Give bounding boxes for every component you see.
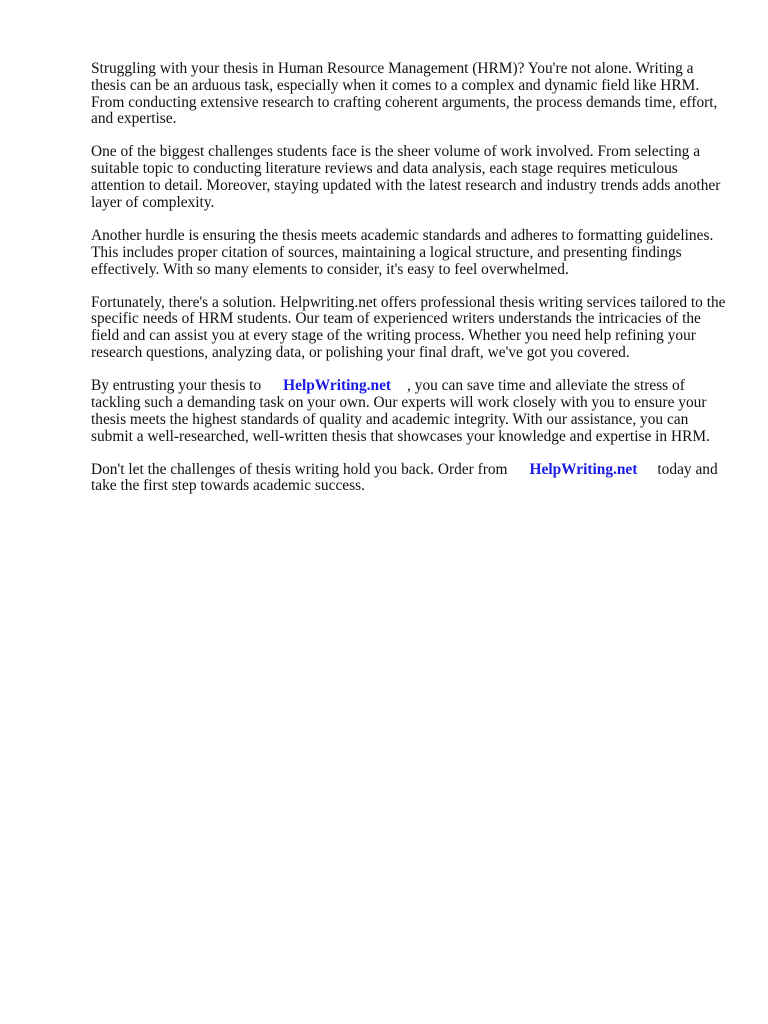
paragraph-cta-rest: today and take the first step towards academic success.	[91, 460, 718, 495]
paragraph-cta-lead: Don't let the challenges of thesis writing hold you back. Order from	[91, 460, 508, 478]
paragraph-solution: Fortunately, there's a solution. Helpwriting.net offers professional thesis writing services tailored to the specific needs of HRM students. Our team of experienced writers understands the intricacies of the field and can assist you at every stage of the writing process. Whether you need help refining your research questions, analyzing data, or polishing your final draft, we've got you covered.	[91, 293, 726, 362]
paragraph-call-to-action	[91, 462, 731, 496]
paragraph-challenges: One of the biggest challenges students face is the sheer volume of work involved. From selecting a suitable topic to conducting literature reviews and data analysis, each stage requires meticulous attention to detail. Moreover, staying updated with the latest research and industry trends adds another layer of complexity.	[91, 143, 721, 211]
paragraph-standards: Another hurdle is ensuring the thesis meets academic standards and adheres to formatting guidelines. This includes proper citation of sources, maintaining a logical structure, and presenting findings effectively. With so many elements to consider, it's easy to feel overwhelmed.	[91, 226, 714, 278]
helpwriting-order-link[interactable]: HelpWriting.net	[529, 460, 638, 478]
paragraph-entrusting-rest: , you can save time and alleviate the stress of tackling such a demanding task on your own. Our experts will work closely with you to ensure your thesis meets the highest standards of quality and academic integrity. With our assistance, you can submit a well-researched, well-written thesis that showcases your knowledge and expertise in HRM.	[91, 377, 710, 445]
paragraph-entrusting-lead: By entrusting your thesis to	[91, 377, 262, 395]
helpwriting-link[interactable]: HelpWriting.net	[283, 377, 392, 395]
paragraph-intro: Struggling with your thesis in Human Resource Management (HRM)? You're not alone. Writing a thesis can be an arduous task, especially when it comes to a complex and dynamic field like HRM. From conducting extensive research to crafting coherent arguments, the process demands time, effort, and expertise.	[91, 60, 718, 128]
paragraph-entrusting	[91, 378, 731, 445]
document-body	[91, 61, 731, 512]
